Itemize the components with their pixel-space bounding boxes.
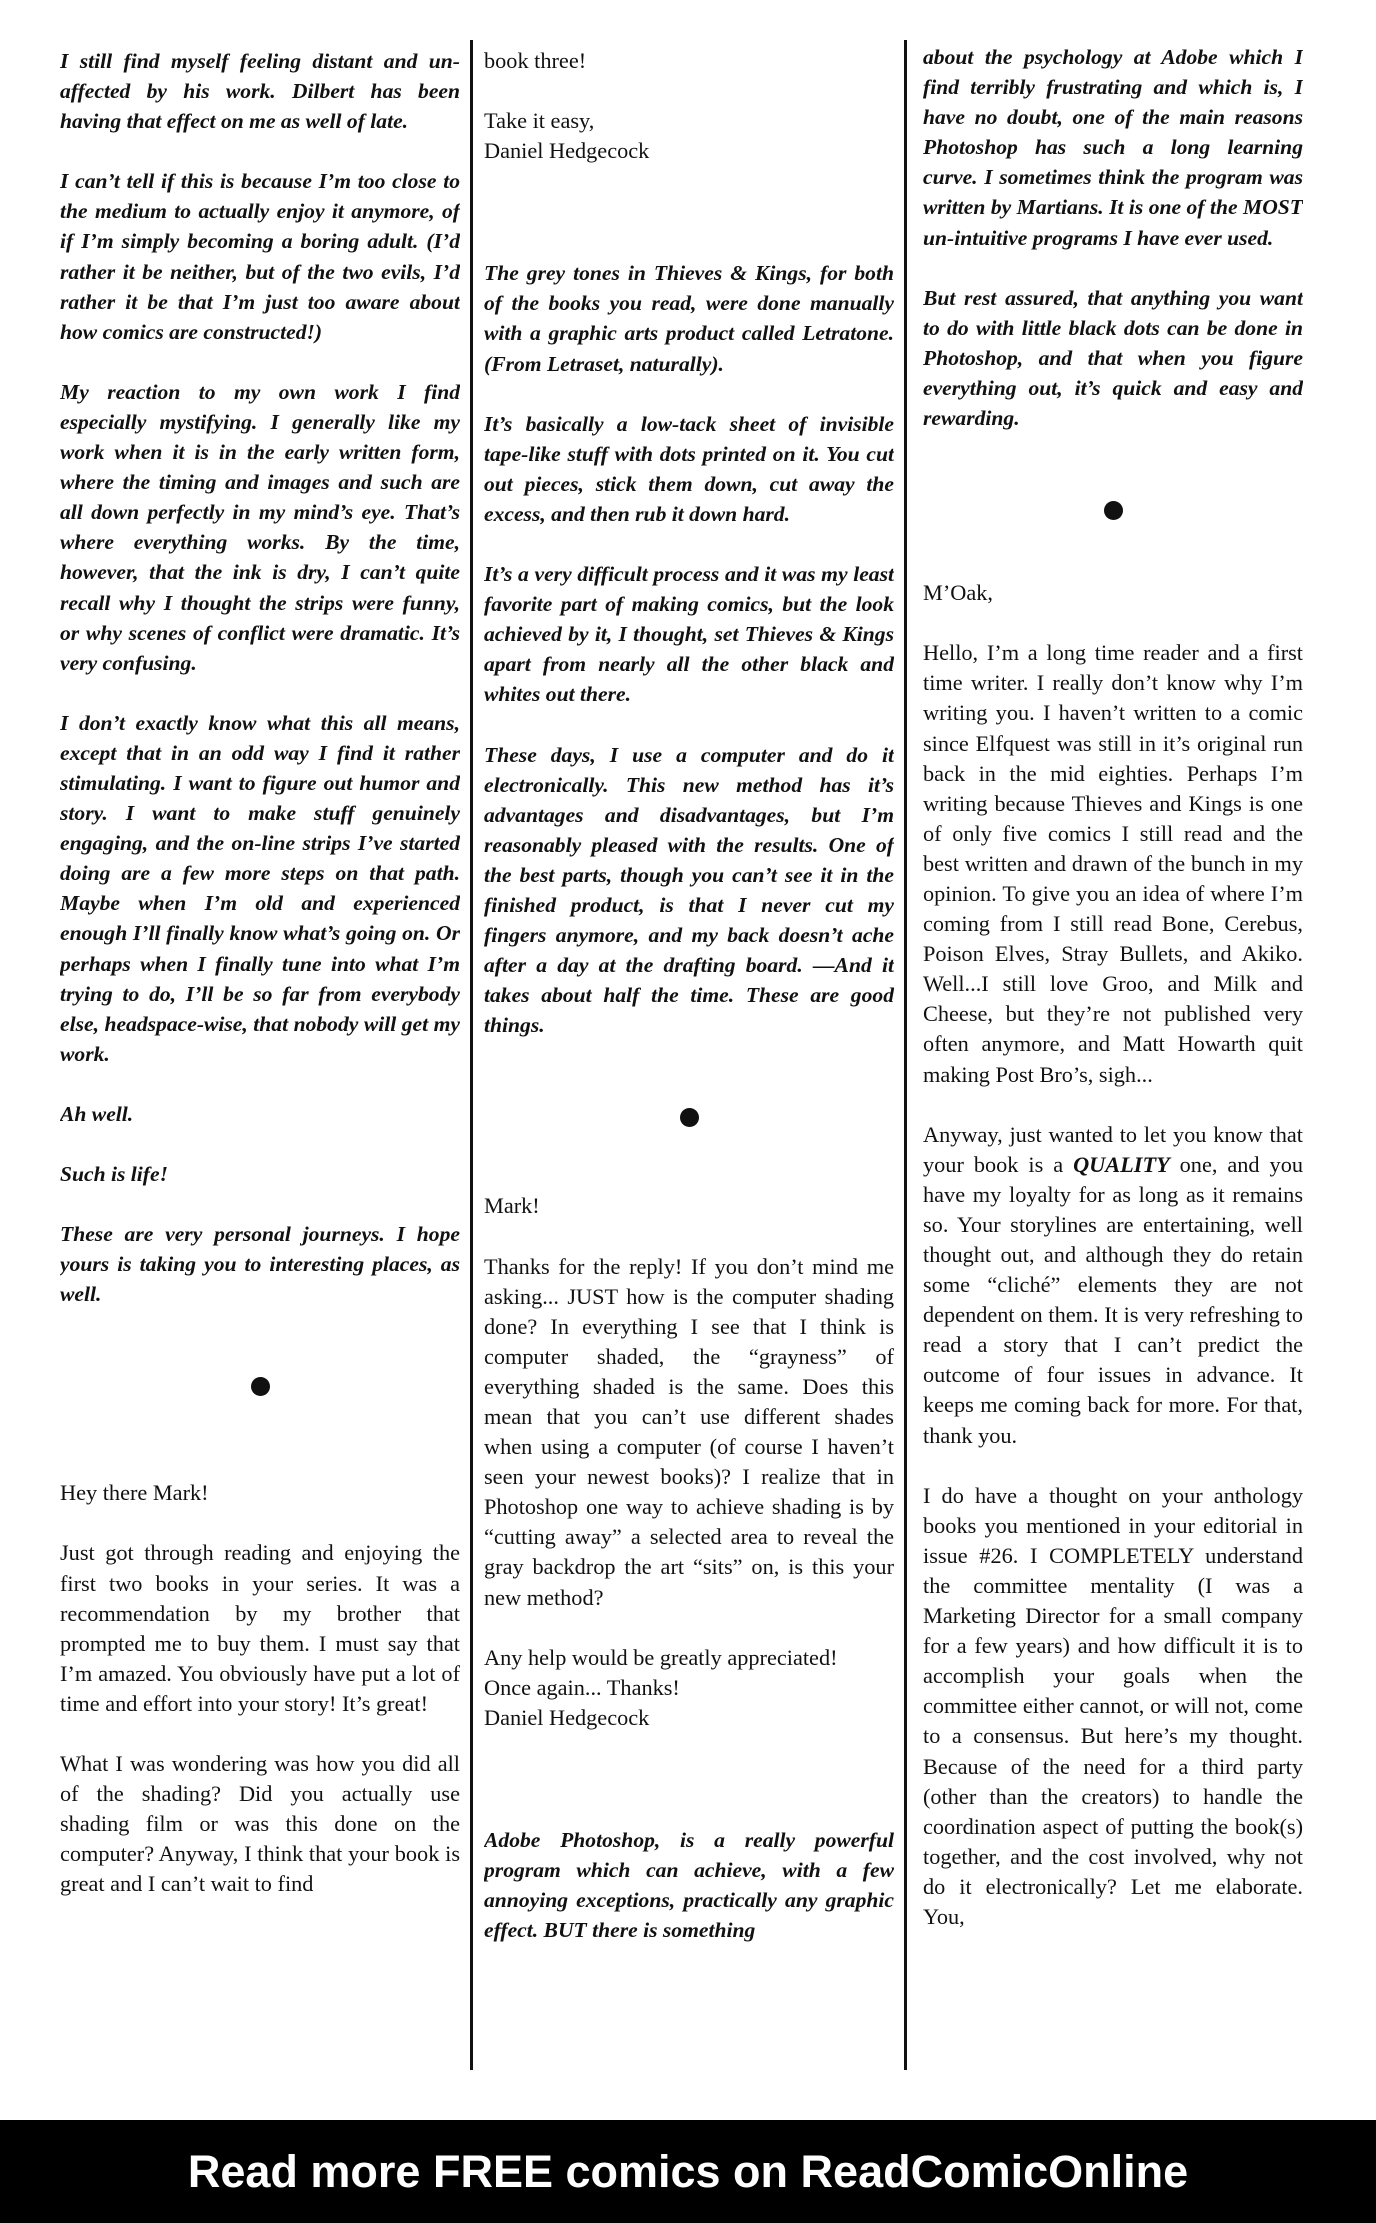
column-divider-right <box>904 40 907 2070</box>
reply-paragraph: It’s basically a low-tack sheet of invisible tape-like stuff with dots printed on it. You cut out pieces, stick them down, cut away the excess, and then rub it down hard. <box>484 411 894 526</box>
letter-paragraph: Hello, I’m a long time reader and a first time writer. I really don’t know why I’m writing you. I haven’t written to a comic since Elfquest was still in it’s original run back in the mid eighties. Perhaps I’m writing because Thieves and Kings is one of only five comics I still read and the best written and drawn of the bunch in my opinion. To give you an idea of where I’m coming from I still read Bone, Cerebus, Poison Elves, Stray Bullets, and Akiko. Well...I still love Groo, and Milk and Cheese, but they’re not published very often anymore, and Matt Howarth quit making Post Bro’s, sigh... <box>923 640 1303 1087</box>
letter-text: Anyway, just wanted to let you know that your book is a <box>923 1121 1303 1177</box>
letter-signature: Daniel Hedgecock <box>484 138 650 164</box>
letter-paragraph: Just got through reading and enjoying the first two books in your series. It was a recommendation by my brother that prompted me to buy them. I must say that I’m amazed. You obviously have put a lot of time and effort into your story! It’s great! <box>60 1540 460 1716</box>
letter-paragraph: book three! <box>484 48 587 73</box>
reply-paragraph: I can’t tell if this is because I’m too close to the medium to actually enjoy it anymore, of if I’m simply becoming a boring adult. (I’d rather it be neither, but of the two evils, I’d rather it be that I’m just too aware about how comics are constructed!) <box>60 169 460 344</box>
column-divider-left <box>470 40 473 2070</box>
reply-paragraph: Adobe Photoshop, is a really powerful program which can achieve, with a few annoying exceptions, practically any graphic effect. BUT there is something <box>484 1827 894 1943</box>
letter-greeting: M’Oak, <box>923 580 993 606</box>
column-left <box>60 46 460 2166</box>
reply-paragraph: Such is life! <box>60 1162 168 1186</box>
reply-paragraph: Ah well. <box>60 1101 134 1126</box>
promo-banner[interactable]: Read more FREE comics on ReadComicOnline <box>0 2120 1376 2223</box>
reply-paragraph: I still find myself feeling distant and un-affected by his work. Dilbert has been having that effect on me as well of late. <box>60 49 460 134</box>
letter-paragraph: Once again... Thanks! <box>484 1674 680 1700</box>
reply-paragraph: But rest assured, that anything you want to do with little black dots can be done in Photoshop, and that when you figure everything out, it’s quick and easy and rewarding. <box>923 285 1303 431</box>
letter-paragraph <box>923 1120 1303 1451</box>
reply-paragraph: It’s a very difficult process and it was my least favorite part of making comics, but the look achieved by it, I thought, set Thieves & Kings apart from nearly all the other black and whites out there. <box>484 562 894 707</box>
column-right <box>923 42 1303 2162</box>
reply-paragraph: about the psychology at Adobe which I find terribly frustrating and which is, I have no doubt, one of the main reasons Photoshop has such a long learning curve. I sometimes think the program was written by Martians. It is one of the MOST un-intuitive programs I have ever used. <box>923 45 1303 250</box>
reply-paragraph: The grey tones in Thieves & Kings, for both of the books you read, were done manually with a graphic arts product called Letratone. (From Letraset, naturally). <box>484 261 894 376</box>
section-separator-dot <box>1104 501 1123 520</box>
letter-paragraph: I do have a thought on your anthology books you mentioned in your editorial in issue #26. I COMPLETELY understand the committee mentality (I was a Marketing Director for a small company for a few years) and how difficult it is to accomplish your goals when the committee either cannot, or will not, come to a consensus. But here’s my thought. Because of the need for a third party (other than the creators) to handle the coordination aspect of putting the book(s) together, and the cost involved, why not do it electronically? Let me elaborate. You, <box>923 1482 1303 1929</box>
reply-paragraph: I don’t exactly know what this all means, except that in an odd way I find it rather stimulating. I want to figure out humor and story. I want to make stuff genuinely engaging, and the on-line strips I’ve started doing are a few more steps on that path. Maybe when I’m old and experienced enough I’ll finally know what’s going on. Or perhaps when I finally tune into what I’m trying to do, I’ll be so far from everybody else, headspace-wise, that nobody will get my work. <box>60 710 460 1066</box>
letter-text: one, and you have my loyalty for as long as it remains so. Your storylines are entertaining, well thought out, and although they do retain some “cliché” elements they are not dependent on them. It is very refreshing to read a story that I can’t predict the outcome of four issues in advance. It keeps me coming back for more. For that, thank you. <box>923 1151 1303 1448</box>
reply-paragraph: These days, I use a computer and do it electronically. This new method has it’s advantages and disadvantages, but I’m reasonably pleased with the results. One of the best parts, though you can’t see it in the finished product, is that I never cut my fingers anymore, and my back doesn’t ache after a day at the drafting board. —And it takes about half the time. These are good things. <box>484 742 894 1038</box>
letter-paragraph: Any help would be greatly appreciated! <box>484 1644 838 1670</box>
column-middle <box>484 46 894 2166</box>
letter-signoff: Take it easy, <box>484 108 595 134</box>
emphasis-quality: QUALITY <box>1073 1151 1170 1177</box>
reply-paragraph: My reaction to my own work I find especially mystifying. I generally like my work when it is in the early written form, where the timing and images and such are all down perfectly in my mind’s eye. That’s where everything works. By the time, however, that the ink is dry, I can’t quite recall why I thought the strips were funny, or why scenes of conflict were dramatic. It’s very confusing. <box>60 379 460 675</box>
letter-paragraph: Thanks for the reply! If you don’t mind me asking... JUST how is the computer shading done? In everything I see that I think is computer shaded, the “grayness” of everything shaded is the same. Does this mean that you can’t use different shades when using a computer (of course I haven’t seen your newest books)? I realize that in Photoshop one way to achieve shading is by “cutting away” a selected area to reveal the gray backdrop the art “sits” on, is this your new method? <box>484 1253 894 1610</box>
reply-paragraph: These are very personal journeys. I hope yours is taking you to interesting places, as well. <box>60 1222 460 1307</box>
letter-greeting: Hey there Mark! <box>60 1480 209 1506</box>
letter-paragraph: What I was wondering was how you did all of the shading? Did you actually use shading film or was this done on the computer? Anyway, I think that your book is great and I can’t wait to find <box>60 1751 460 1897</box>
letter-signature: Daniel Hedgecock <box>484 1704 650 1730</box>
letter-greeting: Mark! <box>484 1193 540 1219</box>
section-separator-dot <box>680 1108 699 1127</box>
section-separator-dot <box>251 1377 270 1396</box>
